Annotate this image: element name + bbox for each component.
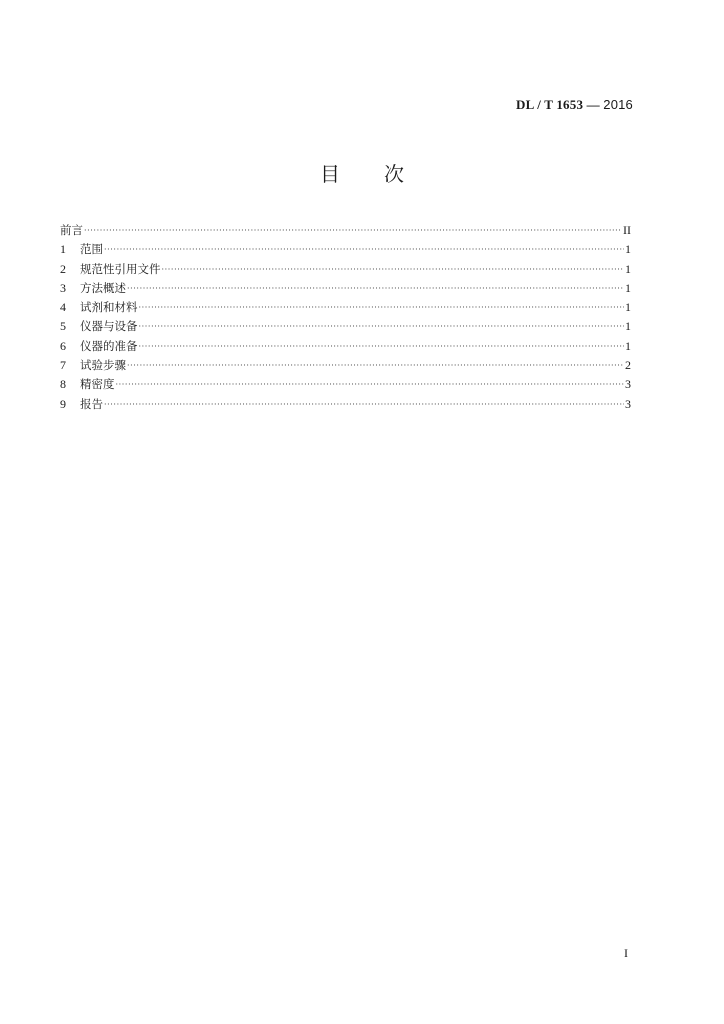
toc-entry-page: 1 xyxy=(625,242,631,257)
toc-entry-apparatus-preparation[interactable] xyxy=(60,337,631,356)
toc-entry-apparatus[interactable] xyxy=(60,317,631,336)
toc-leader-dots xyxy=(104,240,624,259)
toc-entry-label: 仪器的准备 xyxy=(80,338,138,353)
toc-entry-page: 2 xyxy=(625,358,631,373)
toc-entry-number: 5 xyxy=(60,319,66,334)
toc-leader-dots xyxy=(127,356,624,375)
toc-leader-dots xyxy=(139,337,625,356)
toc-leader-dots xyxy=(162,260,625,279)
toc-leader-dots xyxy=(139,298,625,317)
standard-code-dash: — xyxy=(583,97,604,112)
toc-entry-test-procedure[interactable] xyxy=(60,356,631,375)
toc-entry-number: 1 xyxy=(60,242,66,257)
toc-leader-dots xyxy=(116,375,625,394)
toc-entry-page: 1 xyxy=(625,319,631,334)
toc-entry-number: 3 xyxy=(60,280,66,295)
toc-entry-method-summary[interactable] xyxy=(60,279,631,298)
standard-code xyxy=(516,97,633,113)
toc-entry-page: 3 xyxy=(625,377,631,392)
toc-leader-dots xyxy=(84,221,622,240)
toc-entry-label: 规范性引用文件 xyxy=(80,261,161,276)
standard-code-text: DL / T 1653 xyxy=(516,97,584,112)
toc-entry-number: 7 xyxy=(60,358,66,373)
toc-entry-page: 1 xyxy=(625,261,631,276)
toc-entry-number: 2 xyxy=(60,261,66,276)
toc-entry-number: 4 xyxy=(60,300,66,315)
toc-entry-page: 1 xyxy=(625,300,631,315)
toc-entry-scope[interactable] xyxy=(60,240,631,259)
toc-entry-label: 方法概述 xyxy=(80,280,126,295)
toc-title-char-2: 次 xyxy=(384,162,404,186)
toc-entry-page: 1 xyxy=(625,280,631,295)
page-number: I xyxy=(624,946,628,960)
toc-entry-page: II xyxy=(623,223,631,237)
toc-entry-precision[interactable] xyxy=(60,375,631,394)
toc-entry-label: 范围 xyxy=(80,242,103,257)
toc-entry-number: 9 xyxy=(60,396,66,411)
toc-entry-page: 1 xyxy=(625,338,631,353)
toc-title-char-1: 目 xyxy=(320,162,340,186)
toc-entry-normative-references[interactable] xyxy=(60,260,631,279)
toc-title xyxy=(0,158,724,187)
toc-leader-dots xyxy=(127,279,624,298)
toc-entry-report[interactable] xyxy=(60,395,631,414)
standard-year: 2016 xyxy=(603,97,633,112)
toc-entry-foreword[interactable] xyxy=(60,221,631,240)
toc-entry-label: 精密度 xyxy=(80,377,115,392)
toc-entry-label: 试验步骤 xyxy=(80,358,126,373)
toc-entry-label: 报告 xyxy=(80,396,103,411)
toc-leader-dots xyxy=(139,317,625,336)
toc-entry-reagents[interactable] xyxy=(60,298,631,317)
toc-entry-number: 8 xyxy=(60,377,66,392)
toc-entry-page: 3 xyxy=(625,396,631,411)
toc-entry-label: 试剂和材料 xyxy=(80,300,138,315)
toc-entry-number: 6 xyxy=(60,338,66,353)
toc-entry-label: 前言 xyxy=(60,223,83,237)
toc-leader-dots xyxy=(104,395,624,414)
table-of-contents xyxy=(60,221,631,414)
toc-entry-label: 仪器与设备 xyxy=(80,319,138,334)
